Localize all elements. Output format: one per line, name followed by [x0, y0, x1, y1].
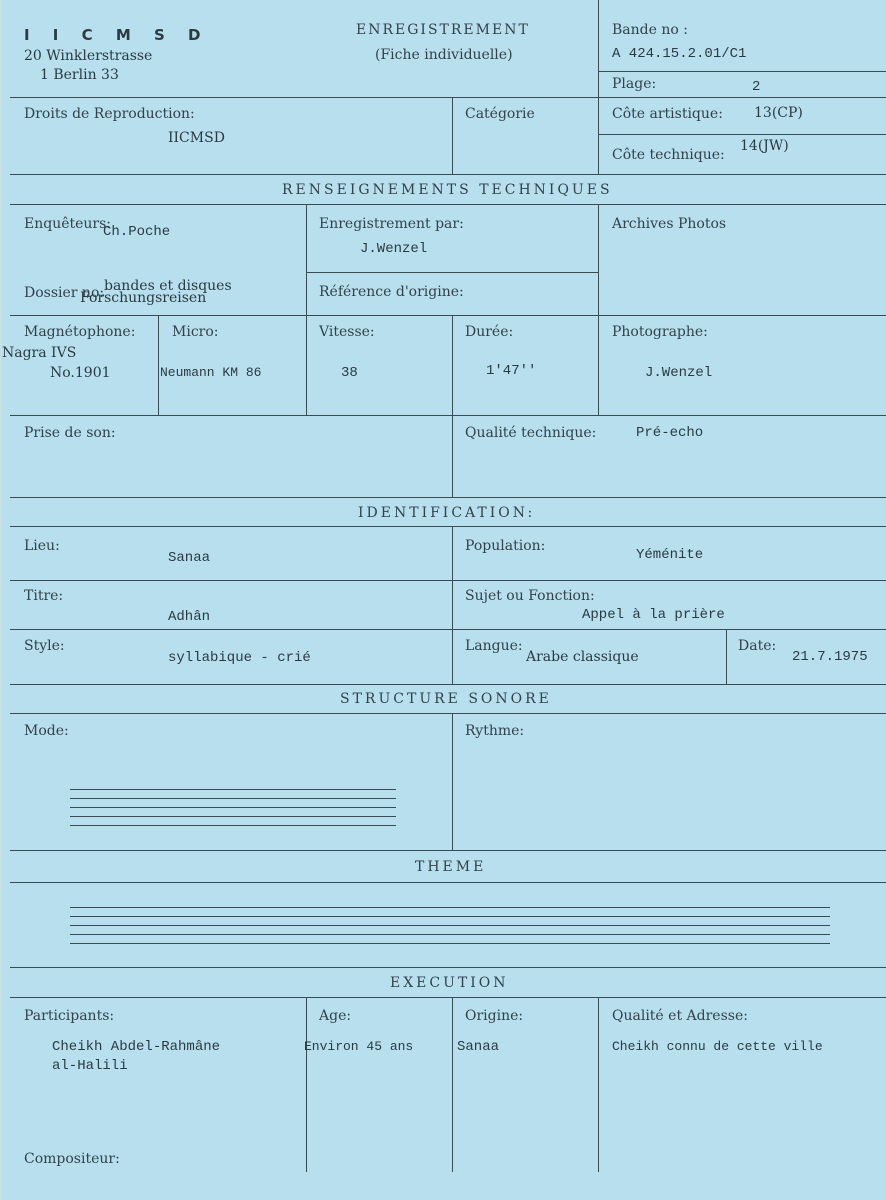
participants-value-line-2: al-Halili	[52, 1058, 128, 1074]
magnetophone-value-line-2: No.1901	[50, 365, 111, 381]
qualite-adresse-value: Cheikh connu de cette ville	[612, 1039, 823, 1054]
magnetophone-label: Magnétophone:	[24, 324, 136, 340]
rythme-label: Rythme:	[465, 723, 525, 739]
plage-label: Plage:	[612, 76, 657, 92]
rule-titre-bottom	[10, 629, 886, 630]
section-title-identification: IDENTIFICATION:	[358, 505, 536, 521]
photographe-value: J.Wenzel	[645, 365, 713, 381]
qualite-adresse-label: Qualité et Adresse:	[612, 1008, 748, 1024]
cote-artistique-label: Côte artistique:	[612, 106, 723, 122]
vitesse-label: Vitesse:	[319, 324, 375, 340]
vrule-date	[726, 629, 727, 684]
enqueteurs-value: Ch.Poche	[103, 224, 171, 240]
rule-header-plage	[598, 71, 886, 72]
participants-value-line-1: Cheikh Abdel-Rahmâne	[52, 1039, 221, 1055]
vrule-duree	[452, 315, 453, 415]
style-label: Style:	[24, 638, 65, 654]
langue-value: Arabe classique	[526, 649, 639, 665]
droits-label: Droits de Reproduction:	[24, 106, 195, 122]
vrule-header-right	[598, 0, 599, 174]
rule-tech-title-bottom	[10, 204, 886, 205]
lieu-label: Lieu:	[24, 538, 60, 554]
rule-execution-top	[10, 967, 886, 968]
rule-identification-bottom	[10, 526, 886, 527]
vrule-qualite-adresse	[598, 997, 599, 1172]
titre-value: Adhân	[168, 609, 211, 625]
dossier-value-line-2: Forschungsreisen	[80, 290, 207, 306]
dossier-label: Dossier no:	[24, 285, 105, 301]
qualite-technique-value: Pré-echo	[636, 425, 704, 441]
style-value: syllabique - crié	[168, 650, 311, 666]
rule-header-bottom	[10, 97, 886, 98]
sujet-fonction-label: Sujet ou Fonction:	[465, 588, 595, 604]
recording-index-card	[2, 0, 886, 1200]
date-label: Date:	[738, 638, 777, 654]
enqueteurs-label: Enquêteurs:	[24, 216, 112, 232]
reference-origine-label: Référence d'origine:	[319, 284, 464, 300]
duree-value: 1'47''	[486, 363, 537, 379]
vrule-identification-mid	[452, 526, 453, 684]
micro-label: Micro:	[172, 324, 219, 340]
address-line-2: 1 Berlin 33	[40, 67, 119, 83]
archives-photos-label: Archives Photos	[612, 216, 727, 232]
form-subtitle: (Fiche individuelle)	[375, 47, 513, 63]
rule-identification-top	[10, 497, 886, 498]
dossier-value-line-1: bandes et disques	[104, 278, 232, 294]
vitesse-value: 38	[341, 365, 358, 381]
categorie-label: Catégorie	[465, 106, 535, 122]
section-title-theme: THEME	[415, 859, 487, 875]
vrule-qualite-technique	[452, 415, 453, 497]
mode-label: Mode:	[24, 723, 69, 739]
vrule-tech-right	[598, 204, 599, 415]
enregistrement-par-value: J.Wenzel	[360, 241, 428, 257]
rule-dossier-bottom	[10, 315, 886, 316]
enregistrement-par-label: Enregistrement par:	[319, 216, 464, 232]
rule-tech-title-top	[10, 174, 886, 175]
rule-theme-top	[10, 850, 886, 851]
section-title-execution: EXECUTION	[390, 975, 509, 991]
date-value: 21.7.1975	[792, 649, 868, 665]
compositeur-label: Compositeur:	[24, 1151, 120, 1167]
rule-cote-split	[598, 134, 886, 135]
cote-technique-label: Côte technique:	[612, 147, 725, 163]
cote-artistique-value: 13(CP)	[754, 105, 803, 121]
prise-de-son-label: Prise de son:	[24, 425, 116, 441]
form-title: ENREGISTREMENT	[356, 22, 530, 38]
vrule-tech-mid	[306, 204, 307, 415]
vrule-origine	[452, 997, 453, 1172]
population-value: Yéménite	[636, 547, 704, 563]
age-label: Age:	[319, 1008, 352, 1024]
titre-label: Titre:	[24, 588, 64, 604]
origine-label: Origine:	[465, 1008, 524, 1024]
rule-lieu-bottom	[10, 580, 886, 581]
sujet-fonction-value: Appel à la prière	[582, 607, 725, 623]
photographe-label: Photographe:	[612, 324, 708, 340]
bande-label: Bande no :	[612, 22, 688, 38]
rule-structure-bottom	[10, 713, 886, 714]
lieu-value: Sanaa	[168, 550, 211, 566]
qualite-technique-label: Qualité technique:	[465, 425, 597, 441]
cote-technique-value: 14(JW)	[740, 138, 789, 154]
origine-value: Sanaa	[457, 1039, 500, 1055]
section-title-structure: STRUCTURE SONORE	[340, 691, 552, 707]
rule-enregistrement-split	[306, 272, 598, 273]
participants-label: Participants:	[24, 1008, 115, 1024]
rule-equipment-bottom	[10, 415, 886, 416]
plage-value: 2	[752, 79, 761, 95]
bande-value: A 424.15.2.01/C1	[612, 46, 747, 62]
micro-value: Neumann KM 86	[160, 365, 262, 380]
rule-theme-bottom	[10, 882, 886, 883]
vrule-categorie	[452, 97, 453, 174]
rule-execution-bottom	[10, 997, 886, 998]
age-value: Environ 45 ans	[304, 1039, 414, 1054]
vrule-age	[306, 997, 307, 1172]
institute-name: I I C M S D	[24, 26, 210, 44]
vrule-micro	[158, 315, 159, 415]
magnetophone-value-line-1: Nagra IVS	[2, 345, 77, 361]
address-line-1: 20 Winklerstrasse	[24, 48, 153, 64]
section-title-technical: RENSEIGNEMENTS TECHNIQUES	[282, 182, 613, 198]
population-label: Population:	[465, 538, 546, 554]
vrule-rythme	[452, 713, 453, 850]
duree-label: Durée:	[465, 324, 514, 340]
langue-label: Langue:	[465, 638, 523, 654]
droits-value: IICMSD	[168, 130, 225, 146]
rule-structure-top	[10, 684, 886, 685]
